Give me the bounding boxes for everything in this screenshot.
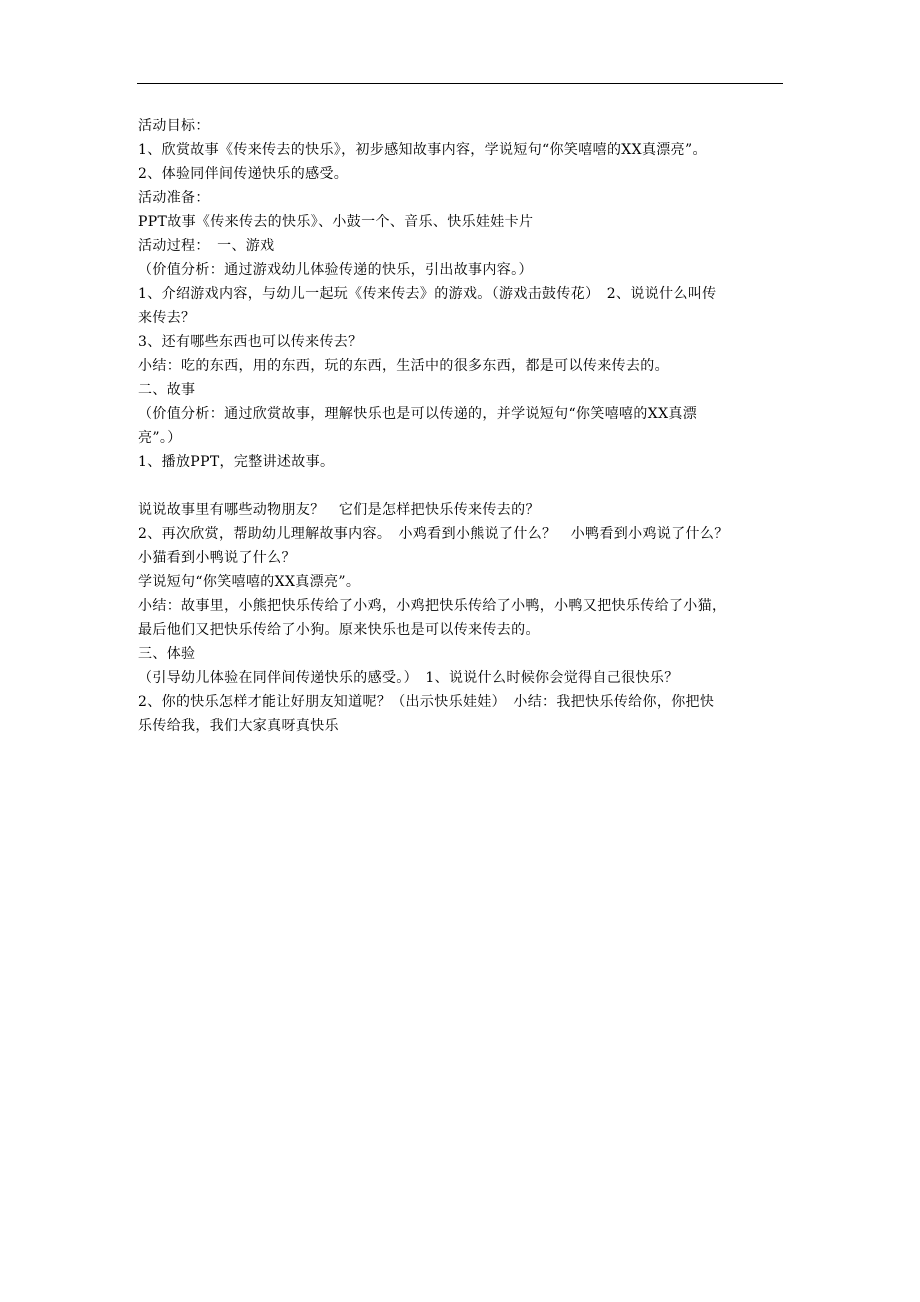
text-line: 活动目标： [138,118,210,134]
text-line: （价值分析：通过游戏幼儿体验传递的快乐，引出故事内容。） [138,262,533,278]
text-line: 1、播放PPT，完整讲述故事。 [138,454,335,470]
text-line: 2、再次欣赏，帮助幼儿理解故事内容。 小鸡看到小熊说了什么？ 小鸭看到小鸡说了什么？ [138,526,729,542]
text-line: 2、体验同伴间传递快乐的感受。 [138,166,349,182]
text-line: 学说短句“你笑嘻嘻的XX真漂亮”。 [138,574,361,590]
text-line: 最后他们又把快乐传给了小狗。原来快乐也是可以传来传去的。 [138,622,540,638]
text-line: 1、介绍游戏内容，与幼儿一起玩《传来传去》的游戏。（游戏击鼓传花） 2、说说什么叫传 [138,286,717,302]
document-body [138,114,788,738]
text-line: 亮”。） [138,430,182,446]
text-line: （引导幼儿体验在同伴间传递快乐的感受。） 1、说说什么时候你会觉得自己很快乐？ [138,670,679,686]
text-line: 1、欣赏故事《传来传去的快乐》，初步感知故事内容，学说短句“你笑嘻嘻的XX真漂亮”。 [138,142,707,158]
text-line: 2、你的快乐怎样才能让好朋友知道呢？（出示快乐娃娃） 小结：我把快乐传给你，你把快 [138,694,715,710]
text-line: PPT故事《传来传去的快乐》、小鼓一个、音乐、快乐娃娃卡片 [138,214,534,230]
text-line: 活动过程： 一、游戏 [138,238,275,254]
text-line: 说说故事里有哪些动物朋友？ 它们是怎样把快乐传来传去的？ [138,502,540,518]
text-line: 小结：吃的东西，用的东西，玩的东西，生活中的很多东西，都是可以传来传去的。 [138,358,669,374]
text-line: 活动准备： [138,190,210,206]
section-heading: 二、故事 [138,382,196,398]
text-line: 来传去？ [138,310,196,326]
header-rule [137,83,783,84]
text-line: 小猫看到小鸭说了什么？ [138,550,296,566]
text-line: 乐传给我，我们大家真呀真快乐 [138,718,339,734]
blank-line [138,474,788,498]
text-line: 小结：故事里，小熊把快乐传给了小鸡，小鸡把快乐传给了小鸭，小鸭又把快乐传给了小猫， [138,598,727,614]
text-line: （价值分析：通过欣赏故事，理解快乐也是可以传递的，并学说短句“你笑嘻嘻的XX真漂 [138,406,698,422]
text-line: 3、还有哪些东西也可以传来传去？ [138,334,363,350]
section-heading: 三、体验 [138,646,196,662]
